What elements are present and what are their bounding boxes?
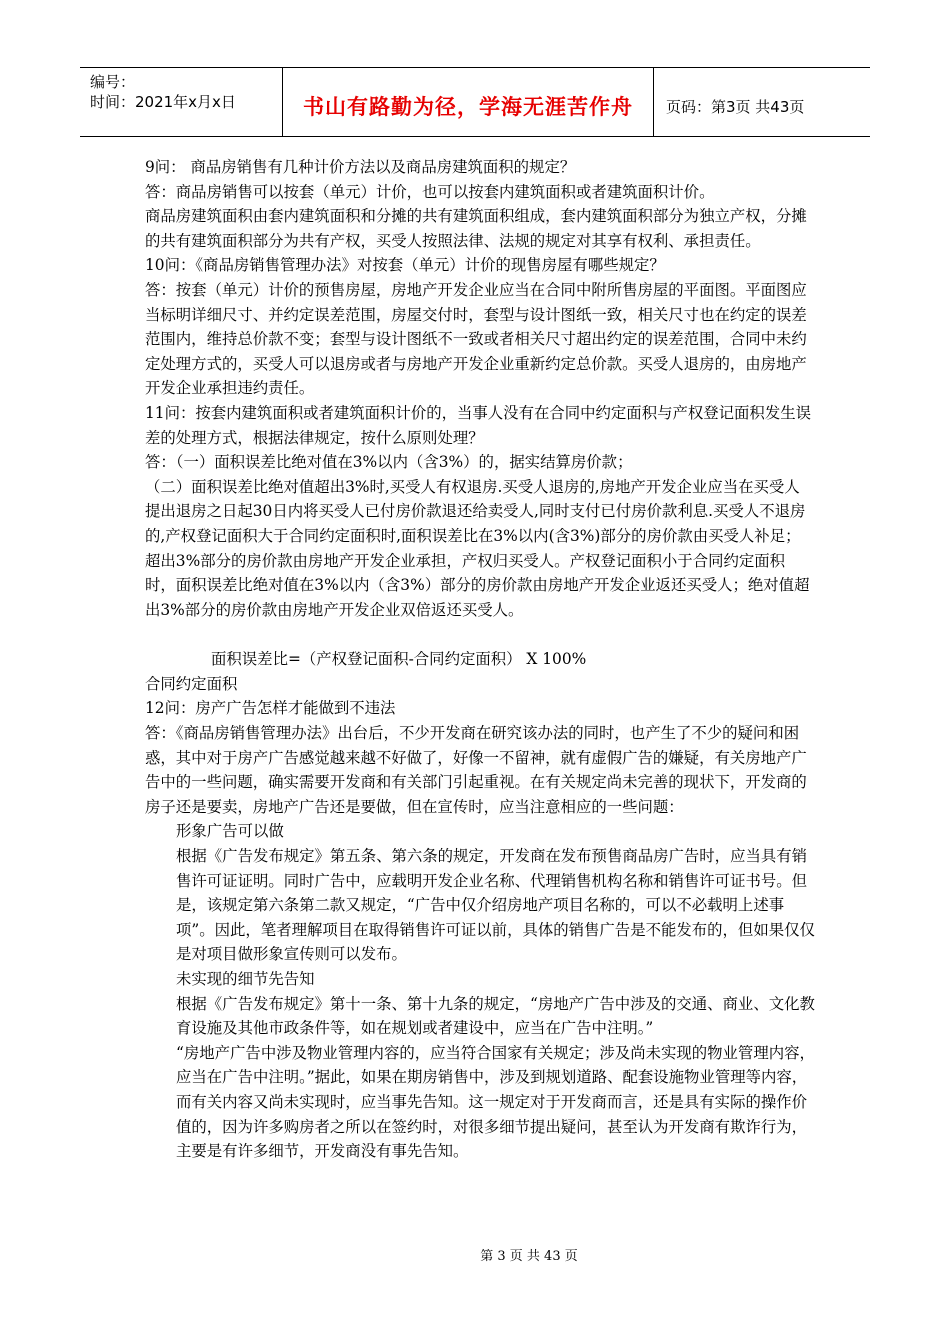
document-body	[145, 155, 815, 1164]
header-page-info: 页码：第3页 共43页	[666, 97, 805, 116]
subheading-unrealized-details: 未实现的细节先告知	[176, 970, 315, 988]
answer-12: 答：《商品房销售管理办法》出台后，不少开发商在研究该办法的同时，也产生了不少的疑问和困惑，其中对于房产广告感觉越来越不好做了，好像一不留神，就有虚假广告的嫌疑，有关房地产广告中的一些问题，确实需要开发商和有关部门引起重视。在有关规定尚未完善的现状下，开发商的房子还是要卖，房地产广告还是要做，但在宣传时，应当注意相应的一些问题：	[145, 724, 807, 816]
subheading-image-ads: 形象广告可以做	[176, 822, 284, 841]
header-page-info-cell	[654, 68, 870, 136]
area-error-formula-denominator: 合同约定面积	[145, 674, 238, 693]
question-11: 11问：按套内建筑面积或者建筑面积计价的，当事人没有在合同中约定面积与产权登记面积发生误差的处理方式，根据法律规定，按什么原则处理？	[145, 403, 811, 447]
header-motto-cell	[282, 68, 654, 136]
answer-9: 答：商品房销售可以按套（单元）计价，也可以按套内建筑面积或者建筑面积计价。	[145, 182, 715, 201]
answer-10: 答：按套（单元）计价的预售房屋，房地产开发企业应当在合同中附所售房屋的平面图。平面图应当标明详细尺寸、并约定误差范围，房屋交付时，套型与设计图纸一致，相关尺寸也在约定的误差范围内，维持总价款不变；套型与设计图纸不一致或者相关尺寸超出约定的误差范围，合同中未约定处理方式的，买受人可以退房或者与房地产开发企业重新约定总价款。买受人退房的，由房地产开发企业承担违约责任。	[145, 280, 807, 398]
spacer	[145, 622, 815, 635]
question-10: 10问：《商品房销售管理办法》对按套（单元）计价的现售房屋有哪些规定？	[145, 256, 665, 275]
question-9: 9问： 商品房销售有几种计价方法以及商品房建筑面积的规定？	[145, 158, 576, 176]
page-footer: 第 3 页 共 43 页	[480, 1249, 578, 1264]
paragraph-property-management: “房地产广告中涉及物业管理内容的，应当符合国家有关规定；涉及尚未实现的物业管理内容，应当在广告中注明。”据此，如果在期房销售中，涉及到规划道路、配套设施物业管理等内容，而有关内容又尚未实现时，应当事先告知。这一规定对于开发商而言，还是具有实际的操作价值的，因为许多购房者之所以在签约时，对很多细节提出疑问，甚至认为开发商有欺诈行为，主要是有许多细节，开发商没有事先告知。	[176, 1043, 815, 1161]
answer-11-part-1: 答：（一）面积误差比绝对值在3%以内（含3%）的，据实结算房价款；	[145, 453, 633, 472]
document-date: 时间：2021年x月x日	[90, 93, 236, 111]
header-meta	[80, 68, 282, 136]
area-error-formula: 面积误差比=（产权登记面积-合同约定面积） X 100%	[211, 650, 587, 669]
document-header	[80, 67, 870, 137]
answer-9-detail: 商品房建筑面积由套内建筑面积和分摊的共有建筑面积组成，套内建筑面积部分为独立产权，分摊的共有建筑面积部分为共有产权，买受人按照法律、法规的规定对其享有权利、承担责任。	[145, 207, 807, 250]
paragraph-ad-rules-article-11: 根据《广告发布规定》第十一条、第十九条的规定，“房地产广告中涉及的交通、商业、文化教育设施及其他市政条件等，如在规划或者建设中，应当在广告中注明。”	[176, 994, 815, 1038]
question-12: 12问：房产广告怎样才能做到不违法	[145, 699, 396, 718]
answer-11-part-2: （二）面积误差比绝对值超出3%时,买受人有权退房.买受人退房的,房地产开发企业应当在买受人提出退房之日起30日内将买受人已付房价款退还给卖受人,同时支付已付房价款利息.买受人不退房的,产权登记面积大于合同约定面积时,面积误差比在3%以内(含3%)部分的房价款由买受人补足；超出3%部分的房价款由房地产开发企业承担，产权归买受人。产权登记面积小于合同约定面积时，面积误差比绝对值在3%以内（含3%）部分的房价款由房地产开发企业返还买受人；绝对值超出3%部分的房价款由房地产开发企业双倍返还买受人。	[145, 477, 810, 619]
header-motto: 书山有路勤为径，学海无涯苦作舟	[303, 95, 633, 119]
document-number-label: 编号：	[90, 73, 136, 91]
paragraph-image-ads: 根据《广告发布规定》第五条、第六条的规定，开发商在发布预售商品房广告时，应当具有销售许可证证明。同时广告中，应载明开发企业名称、代理销售机构名称和销售许可证书号。但是，该规定第六条第二款又规定，“广告中仅介绍房地产项目名称的，可以不必载明上述事项”。因此，笔者理解项目在取得销售许可证以前，具体的销售广告是不能发布的，但如果仅仅是对项目做形象宣传则可以发布。	[176, 847, 815, 964]
